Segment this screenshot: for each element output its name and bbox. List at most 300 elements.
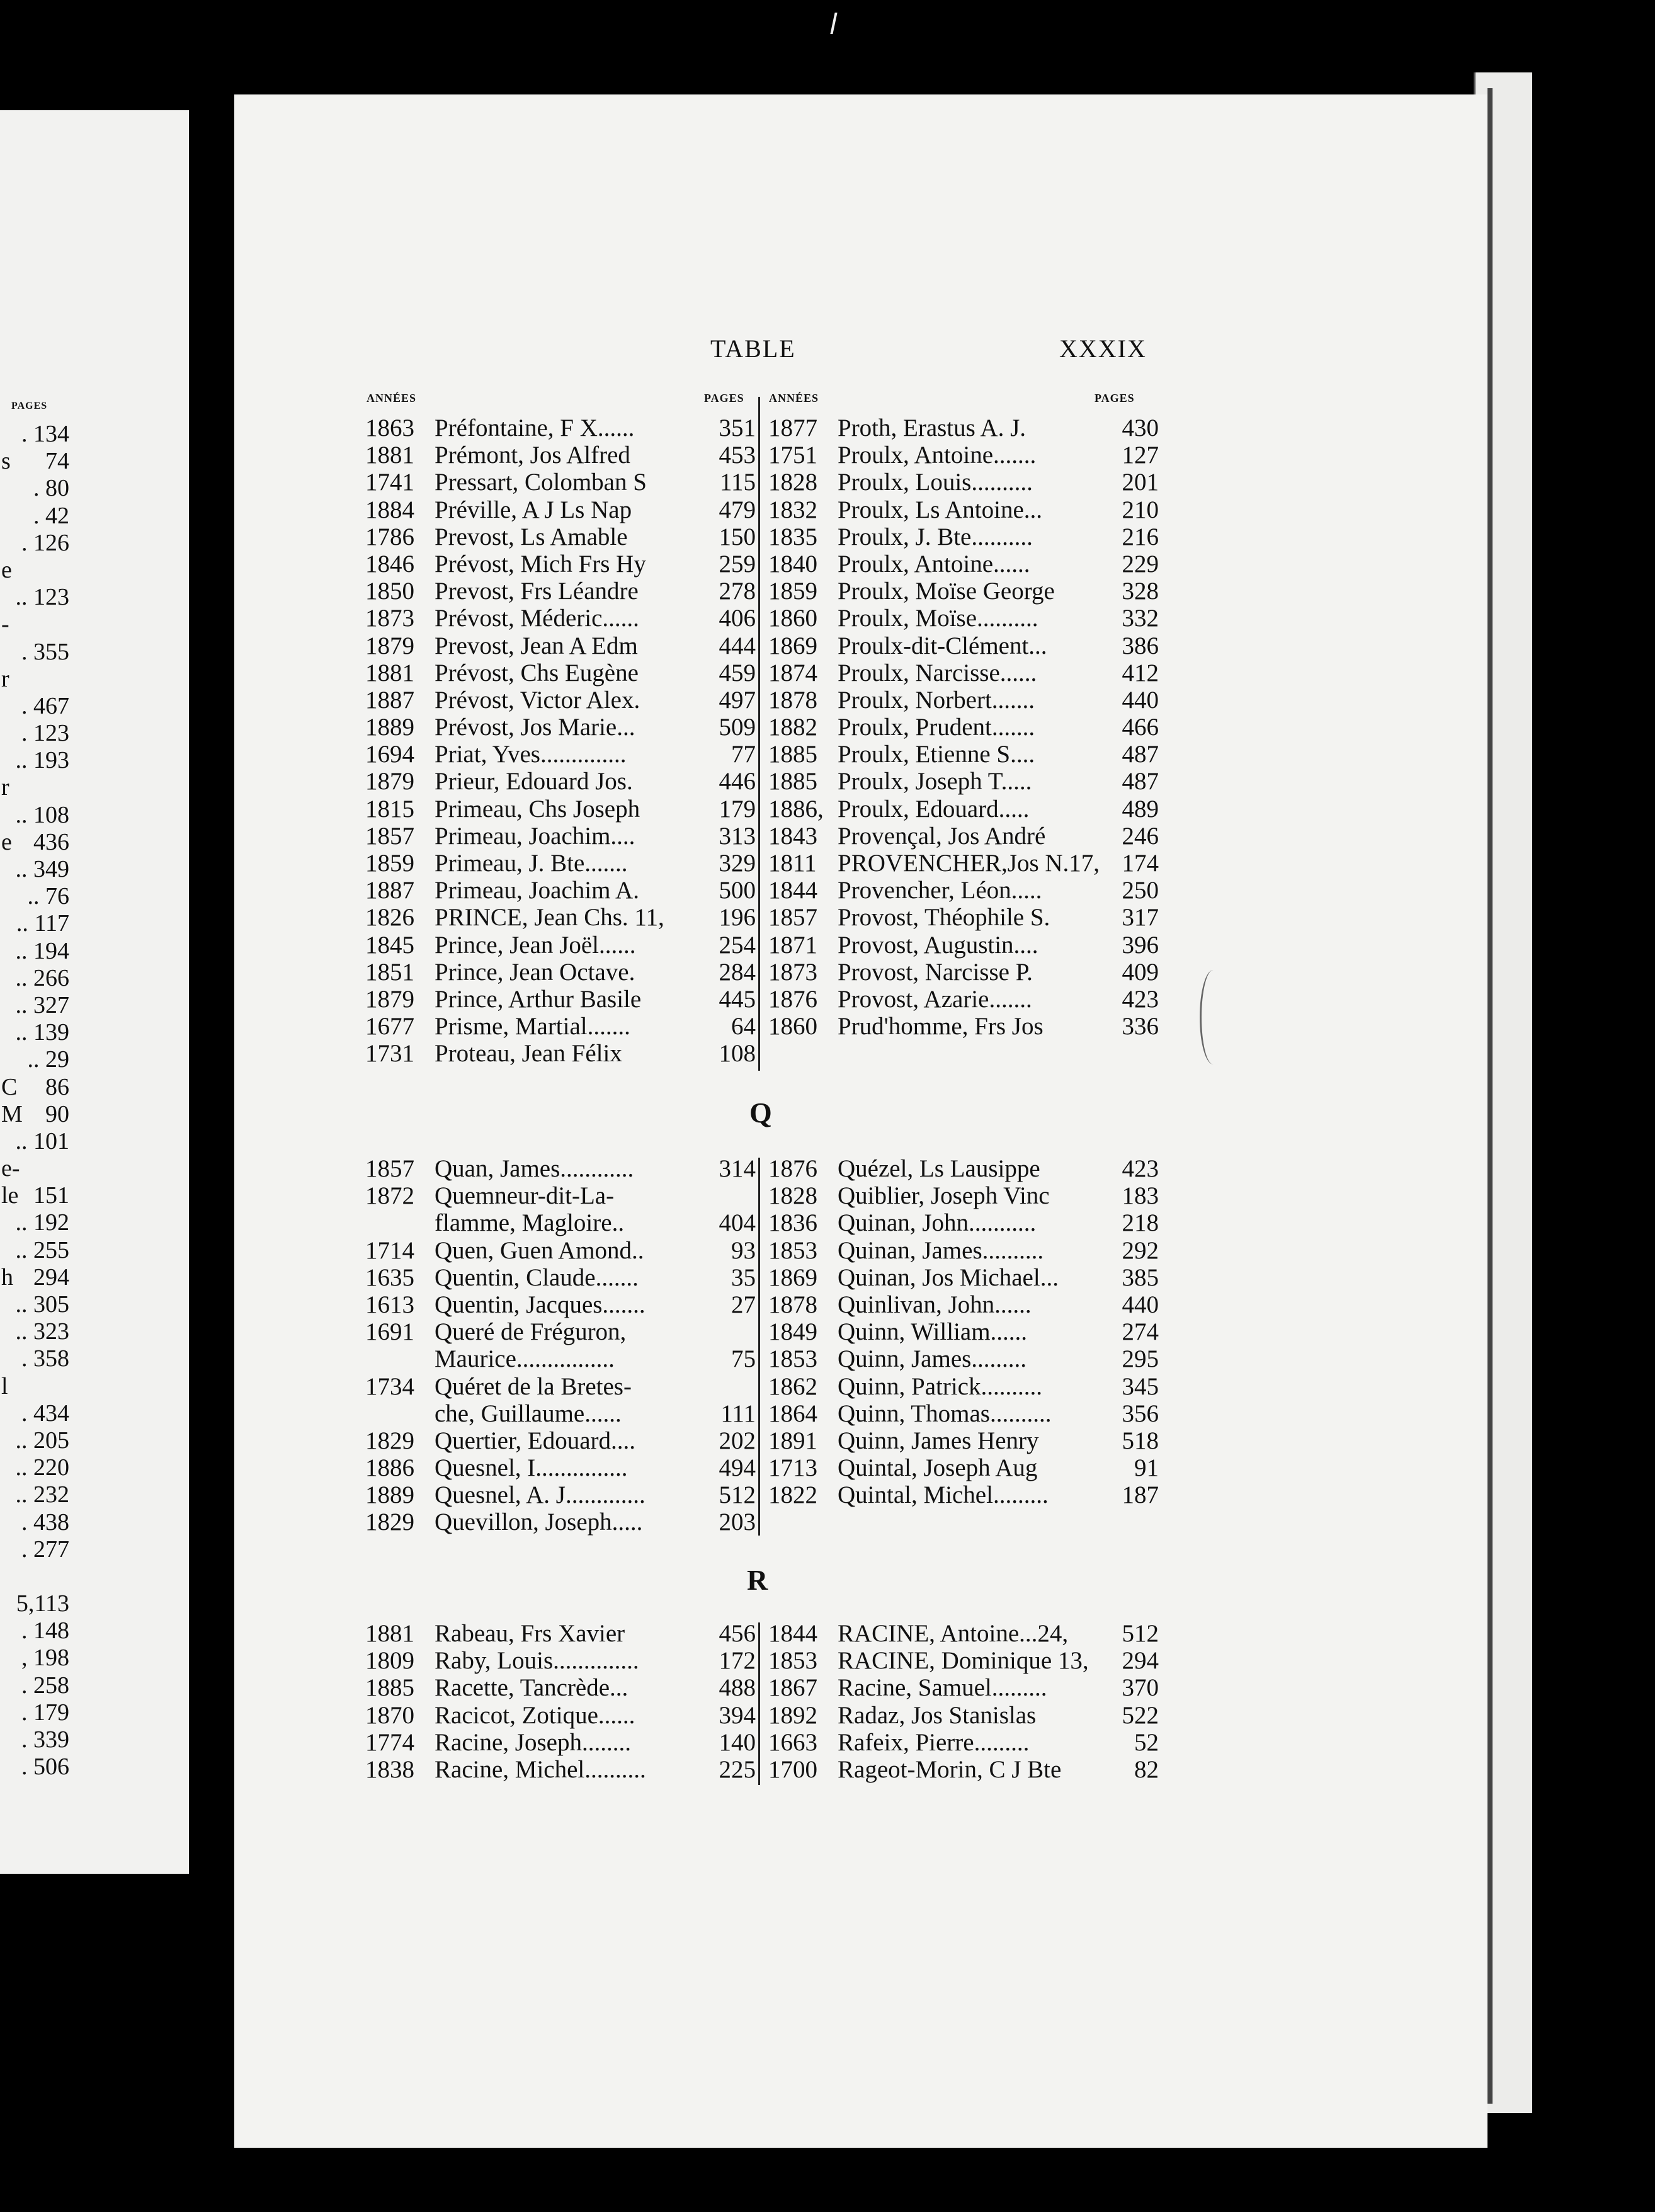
facing-page-entry (0, 1509, 69, 1536)
facing-page-entry-fragment: C (1, 1073, 18, 1100)
entry-name: Prevost, Ls Amable (435, 523, 628, 550)
facing-page-entry-page: . 42 (33, 502, 69, 529)
facing-page-entry (0, 856, 69, 883)
entry-page: 77 (731, 741, 756, 768)
entry-name: PRINCE, Jean Chs. 11, (435, 904, 664, 932)
index-entry (768, 1620, 1159, 1647)
entry-year: 1889 (365, 714, 414, 741)
facing-page-entry (0, 1019, 69, 1046)
entry-year: 1731 (365, 1040, 414, 1068)
entry-year: 1786 (365, 523, 414, 550)
facing-page-entry (0, 1563, 69, 1590)
index-entry (365, 1182, 756, 1209)
section-letter-r: R (747, 1564, 768, 1596)
entry-name: Prémont, Jos Alfred (435, 442, 630, 469)
index-entry (365, 904, 756, 931)
facing-page-entry (0, 747, 69, 774)
entry-name: Proulx, Ls Antoine... (838, 496, 1043, 523)
facing-page-entry-page: 74 (45, 448, 69, 475)
facing-page-entry (0, 1373, 69, 1400)
entry-name: Proulx-dit-Clément... (838, 632, 1047, 659)
facing-page-entry-fragment: s (1, 448, 11, 475)
facing-page-entry (0, 1318, 69, 1345)
entry-page: 284 (719, 958, 756, 986)
index-entry (768, 714, 1159, 741)
facing-page-entry (0, 1726, 69, 1753)
entry-page: 203 (719, 1508, 756, 1536)
entry-page: 336 (1122, 1013, 1159, 1040)
entry-name: Racine, Samuel......... (838, 1674, 1047, 1702)
index-entry (768, 1345, 1159, 1372)
entry-year: 1873 (768, 958, 817, 986)
index-entry (365, 1620, 756, 1647)
index-entry (365, 1264, 756, 1291)
entry-year: 1822 (768, 1481, 817, 1509)
index-entry (768, 795, 1159, 823)
index-entry (768, 496, 1159, 523)
entry-name: Prud'homme, Frs Jos (838, 1013, 1044, 1040)
entry-year: 1857 (365, 1155, 414, 1182)
entry-year: 1694 (365, 741, 414, 768)
entry-name: Quinan, James.......... (838, 1236, 1044, 1264)
entry-name: Racette, Tancrède... (435, 1674, 628, 1702)
facing-page-entry-page: .. 117 (16, 910, 69, 937)
facing-page-entry (0, 774, 69, 801)
entry-name: Primeau, J. Bte....... (435, 850, 628, 877)
facing-page-entry-page: . 277 (21, 1536, 69, 1563)
entry-year: 1877 (768, 414, 817, 442)
entry-page: 52 (1134, 1728, 1159, 1756)
entry-year: 1850 (365, 578, 414, 605)
entry-page: 278 (719, 578, 756, 605)
index-entry (768, 741, 1159, 768)
entry-year: 1851 (365, 958, 414, 986)
index-entry (365, 877, 756, 904)
facing-page-entry-page: .. 194 (15, 937, 69, 964)
facing-page-entry (0, 421, 69, 448)
index-entry (365, 959, 756, 986)
entry-name: Proth, Erastus A. J. (838, 414, 1027, 442)
entry-page: 356 (1122, 1400, 1159, 1427)
facing-page-entry (0, 1237, 69, 1264)
entry-year: 1853 (768, 1345, 817, 1373)
entry-page: 370 (1122, 1674, 1159, 1702)
facing-page-entry-fragment: M (1, 1100, 23, 1127)
facing-page-entry (0, 1427, 69, 1454)
section-r-left-column (365, 1620, 756, 1783)
facing-page-entry-page: . 339 (21, 1726, 69, 1753)
page-edge-shadow (1487, 88, 1493, 2104)
years-header-right: ANNÉES (769, 392, 819, 404)
index-entry (768, 932, 1159, 959)
index-entry (768, 659, 1159, 687)
facing-page-entry-page: .. 205 (15, 1427, 69, 1454)
entry-page: 27 (731, 1291, 756, 1318)
entry-year: 1872 (365, 1182, 414, 1210)
facing-page-entry-page: 151 (33, 1182, 69, 1209)
entry-name: flamme, Magloire.. (435, 1209, 625, 1237)
facing-page-entry-page: . 134 (21, 421, 69, 447)
entry-name: Quinan, Jos Michael... (838, 1263, 1059, 1291)
index-entry (768, 1647, 1159, 1674)
entry-name: Quintal, Joseph Aug (838, 1454, 1038, 1482)
entry-name: Quinn, James Henry (838, 1427, 1039, 1454)
index-entry (365, 1427, 756, 1454)
entry-page: 487 (1122, 768, 1159, 795)
entry-page: 313 (719, 822, 756, 850)
entry-year: 1886 (365, 1454, 414, 1482)
facing-page-entry (0, 1590, 69, 1617)
entry-name: Rafeix, Pierre......... (838, 1728, 1030, 1756)
entry-name: Quinn, William...... (838, 1318, 1028, 1346)
index-entry (365, 1481, 756, 1508)
entry-name: Proulx, Norbert....... (838, 686, 1035, 714)
entry-page: 150 (719, 523, 756, 550)
entry-name: Proulx, Edouard..... (838, 795, 1030, 823)
facing-page-entry-page: .. 255 (15, 1236, 69, 1263)
entry-year: 1878 (768, 1291, 817, 1318)
facing-page-entry-page: .. 193 (15, 747, 69, 774)
entry-name: Quiblier, Joseph Vinc (838, 1182, 1050, 1210)
facing-page-entry (0, 1481, 69, 1508)
entry-page: 487 (1122, 741, 1159, 768)
entry-name: Préville, A J Ls Nap (435, 496, 632, 523)
index-entry (365, 1373, 756, 1400)
entry-page: 259 (719, 550, 756, 578)
entry-page: 250 (1122, 877, 1159, 904)
entry-page: 172 (719, 1647, 756, 1675)
entry-year: 1828 (768, 469, 817, 496)
facing-page-entry (0, 1074, 69, 1101)
facing-page-column (0, 421, 69, 1781)
entry-name: Prieur, Edouard Jos. (435, 768, 633, 795)
entry-year: 1714 (365, 1236, 414, 1264)
entry-name: Quinan, John........... (838, 1209, 1037, 1237)
entry-year: 1879 (365, 985, 414, 1013)
index-entry (365, 550, 756, 578)
entry-name: Provencher, Léon..... (838, 877, 1042, 904)
entry-page: 396 (1122, 931, 1159, 959)
entry-page: 254 (719, 931, 756, 959)
entry-name: Pressart, Colomban S (435, 469, 647, 496)
entry-name: Provost, Théophile S. (838, 904, 1050, 932)
entry-year: 1840 (768, 550, 817, 578)
index-entry (365, 1155, 756, 1182)
entry-page: 466 (1122, 714, 1159, 741)
entry-name: Proulx, Antoine....... (838, 442, 1037, 469)
entry-name: RACINE, Dominique 13, (838, 1647, 1089, 1675)
index-entry (365, 1345, 756, 1372)
index-entry (768, 687, 1159, 714)
entry-name: Provost, Narcisse P. (838, 958, 1033, 986)
entry-name: Rageot-Morin, C J Bte (838, 1755, 1062, 1783)
index-entry (365, 578, 756, 605)
entry-year: 1836 (768, 1209, 817, 1237)
entry-page: 35 (731, 1263, 756, 1291)
entry-year: 1863 (365, 414, 414, 442)
entry-name: Quertier, Edouard.... (435, 1427, 635, 1454)
entry-year: 1635 (365, 1263, 414, 1291)
facing-page-entry-page: .. 232 (15, 1481, 69, 1508)
index-entry (365, 932, 756, 959)
facing-page-entry-page: 86 (45, 1073, 69, 1100)
index-entry (768, 986, 1159, 1013)
entry-name: Quézel, Ls Lausippe (838, 1155, 1040, 1182)
column-divider (758, 1158, 760, 1536)
facing-page-entry-page: 5,113 (16, 1590, 69, 1617)
entry-page: 512 (719, 1481, 756, 1509)
entry-page: 459 (719, 659, 756, 687)
years-header-left: ANNÉES (367, 392, 417, 404)
index-entry (768, 1373, 1159, 1400)
section-q-left-column (365, 1155, 756, 1536)
facing-page-entry (0, 611, 69, 638)
pencil-mark (1200, 970, 1227, 1064)
entry-page: 329 (719, 850, 756, 877)
index-entry (768, 877, 1159, 904)
page-number: XXXIX (1059, 334, 1147, 363)
entry-year: 1882 (768, 714, 817, 741)
section-q-right-column (768, 1155, 1159, 1508)
facing-page-entry (0, 530, 69, 557)
entry-name: Proulx, J. Bte.......... (838, 523, 1033, 550)
entry-year: 1713 (768, 1454, 817, 1482)
index-entry (768, 1155, 1159, 1182)
facing-page-entry (0, 1209, 69, 1236)
entry-year: 1829 (365, 1508, 414, 1536)
entry-year: 1881 (365, 659, 414, 687)
index-entry (768, 1400, 1159, 1427)
facing-page-entry-fragment: le (1, 1182, 19, 1209)
index-entry (768, 632, 1159, 659)
entry-name: Prince, Jean Joël...... (435, 931, 636, 959)
entry-year: 1828 (768, 1182, 817, 1210)
entry-name: Prévost, Méderic...... (435, 605, 639, 632)
facing-page-entry (0, 1155, 69, 1182)
entry-year: 1881 (365, 442, 414, 469)
entry-name: Quemneur-dit-La- (435, 1182, 615, 1210)
facing-page-entry-page: .. 327 (15, 991, 69, 1018)
entry-name: Prince, Arthur Basile (435, 985, 642, 1013)
facing-page-entry-page: .. 101 (15, 1127, 69, 1154)
facing-page-entry (0, 992, 69, 1019)
facing-page-entry-page: . 123 (21, 720, 69, 747)
entry-page: 500 (719, 877, 756, 904)
facing-page-entry-page: . 355 (21, 638, 69, 665)
entry-name: Primeau, Chs Joseph (435, 795, 640, 823)
entry-year: 1849 (768, 1318, 817, 1346)
entry-page: 115 (719, 469, 756, 496)
entry-year: 1887 (365, 877, 414, 904)
entry-name: Raby, Louis.............. (435, 1647, 639, 1675)
facing-page-entry (0, 448, 69, 475)
entry-name: Prevost, Frs Léandre (435, 578, 639, 605)
entry-page: 317 (1122, 904, 1159, 932)
entry-page: 497 (719, 686, 756, 714)
entry-year: 1844 (768, 877, 817, 904)
entry-year: 1869 (768, 1263, 817, 1291)
index-entry (365, 823, 756, 850)
index-entry (768, 442, 1159, 469)
entry-year: 1613 (365, 1291, 414, 1318)
entry-year: 1867 (768, 1674, 817, 1702)
entry-page: 430 (1122, 414, 1159, 442)
entry-year: 1811 (768, 850, 817, 877)
entry-name: Quentin, Claude....... (435, 1263, 639, 1291)
entry-year: 1859 (768, 578, 817, 605)
entry-year: 1853 (768, 1647, 817, 1675)
index-entry (365, 414, 756, 442)
entry-page: 445 (719, 985, 756, 1013)
facing-page-entry (0, 1264, 69, 1291)
entry-name: Quevillon, Joseph..... (435, 1508, 643, 1536)
entry-year: 1809 (365, 1647, 414, 1675)
entry-year: 1879 (365, 768, 414, 795)
facing-page-entry-page: .. 305 (15, 1291, 69, 1318)
entry-page: 453 (719, 442, 756, 469)
index-entry (365, 714, 756, 741)
facing-page-entry-page: .. 349 (15, 856, 69, 882)
entry-name: Prévost, Mich Frs Hy (435, 550, 646, 578)
facing-page-entry (0, 1454, 69, 1481)
entry-name: Quinn, Thomas.......... (838, 1400, 1052, 1427)
entry-page: 444 (719, 632, 756, 659)
entry-year: 1857 (365, 822, 414, 850)
entry-year: 1871 (768, 931, 817, 959)
facing-page-entry-page: .. 192 (15, 1209, 69, 1236)
facing-page-entry (0, 965, 69, 992)
entry-year: 1879 (365, 632, 414, 659)
index-entry (768, 850, 1159, 877)
entry-page: 404 (719, 1209, 756, 1237)
entry-page: 140 (719, 1728, 756, 1756)
entry-page: 274 (1122, 1318, 1159, 1346)
facing-page-entry-page: . 506 (21, 1753, 69, 1781)
index-entry (365, 1318, 756, 1345)
entry-year: 1869 (768, 632, 817, 659)
entry-year: 1873 (365, 605, 414, 632)
entry-page: 64 (731, 1013, 756, 1040)
facing-page-entry (0, 1128, 69, 1155)
index-entry (365, 632, 756, 659)
entry-year: 1876 (768, 985, 817, 1013)
column-divider (758, 397, 760, 1071)
entry-name: Primeau, Joachim.... (435, 822, 635, 850)
index-entry (768, 1674, 1159, 1701)
index-entry (365, 496, 756, 523)
entry-year: 1860 (768, 1013, 817, 1040)
index-entry (768, 1729, 1159, 1756)
entry-year: 1857 (768, 904, 817, 932)
entry-name: Prince, Jean Octave. (435, 958, 635, 986)
entry-page: 412 (1122, 659, 1159, 687)
facing-page-entry-fragment: e- (1, 1155, 20, 1182)
facing-page-entry-page: . 358 (21, 1345, 69, 1372)
entry-page: 202 (719, 1427, 756, 1454)
index-entry (365, 1400, 756, 1427)
index-entry (768, 959, 1159, 986)
entry-page: 201 (1122, 469, 1159, 496)
index-entry (768, 1209, 1159, 1236)
entry-page: 406 (719, 605, 756, 632)
entry-name: Proulx, Louis.......... (838, 469, 1033, 496)
facing-page-entry-page: .. 266 (15, 964, 69, 991)
facing-page-entry (0, 557, 69, 584)
entry-page: 292 (1122, 1236, 1159, 1264)
index-entry (365, 1674, 756, 1701)
index-entry (365, 850, 756, 877)
facing-page-entry (0, 910, 69, 937)
entry-name: Maurice................ (435, 1345, 615, 1373)
entry-name: Racine, Michel.......... (435, 1755, 646, 1783)
entry-page: 246 (1122, 822, 1159, 850)
facing-page-entry-fragment: e (1, 828, 12, 855)
facing-page-entry-page: .. 29 (27, 1046, 69, 1073)
index-entry (365, 986, 756, 1013)
facing-page-entry (0, 639, 69, 666)
facing-page-entry (0, 1536, 69, 1563)
entry-year: 1889 (365, 1481, 414, 1509)
entry-year: 1870 (365, 1701, 414, 1729)
facing-page-entry (0, 1345, 69, 1372)
page-title: TABLE (710, 334, 796, 363)
entry-name: che, Guillaume...... (435, 1400, 622, 1427)
entry-page: 75 (731, 1345, 756, 1373)
index-entry (768, 1702, 1159, 1729)
entry-page: 111 (720, 1400, 756, 1427)
entry-page: 512 (1122, 1620, 1159, 1647)
entry-year: 1892 (768, 1701, 817, 1729)
facing-page-entry (0, 1291, 69, 1318)
facing-page-entry (0, 1699, 69, 1726)
index-entry (768, 1481, 1159, 1508)
index-entry (365, 469, 756, 496)
index-entry (768, 523, 1159, 550)
index-entry (768, 904, 1159, 931)
entry-page: 332 (1122, 605, 1159, 632)
main-page (234, 94, 1487, 2148)
index-entry (365, 523, 756, 550)
entry-name: Proulx, Joseph T..... (838, 768, 1032, 795)
entry-name: Priat, Yves.............. (435, 741, 627, 768)
scan-mark (830, 13, 837, 34)
index-entry (768, 768, 1159, 795)
entry-page: 91 (1134, 1454, 1159, 1482)
entry-year: 1826 (365, 904, 414, 932)
entry-page: 225 (719, 1755, 756, 1783)
index-entry (365, 687, 756, 714)
facing-page-entry (0, 1645, 69, 1672)
entry-year: 1859 (365, 850, 414, 877)
facing-page-entry-fragment: r (1, 665, 9, 692)
facing-page-entry-page: . 258 (21, 1672, 69, 1699)
entry-page: 494 (719, 1454, 756, 1482)
entry-page: 196 (719, 904, 756, 932)
entry-name: Proulx, Antoine...... (838, 550, 1030, 578)
facing-page-entry-page: .. 323 (15, 1318, 69, 1345)
entry-year: 1846 (365, 550, 414, 578)
entry-year: 1885 (768, 768, 817, 795)
entry-name: Primeau, Joachim A. (435, 877, 639, 904)
column-divider (758, 1622, 760, 1785)
index-entry (365, 1647, 756, 1674)
entry-year: 1734 (365, 1372, 414, 1400)
facing-page-entry (0, 883, 69, 910)
facing-page-entry (0, 1101, 69, 1128)
entry-page: 385 (1122, 1263, 1159, 1291)
entry-year: 1860 (768, 605, 817, 632)
entry-name: Prevost, Jean A Edm (435, 632, 638, 659)
